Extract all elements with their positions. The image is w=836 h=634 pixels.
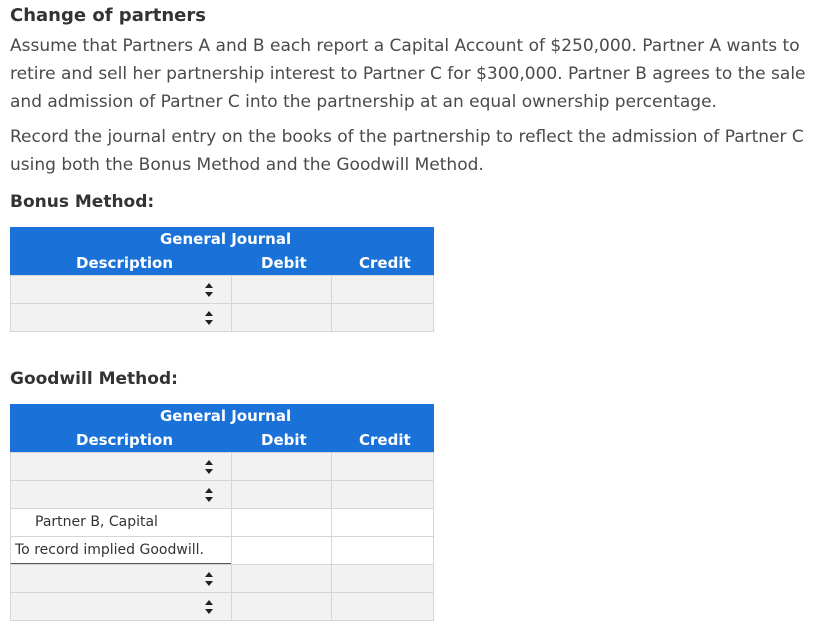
description-select[interactable]: [10, 564, 232, 593]
credit-input[interactable]: [331, 592, 434, 621]
empty-cell: [231, 536, 332, 565]
debit-input[interactable]: [231, 275, 332, 304]
journal-caption: General Journal: [160, 230, 292, 248]
credit-input[interactable]: [331, 508, 434, 537]
journal-row: [10, 276, 434, 304]
journal-row: [10, 453, 434, 481]
description-select[interactable]: [10, 303, 232, 332]
journal-memo-label: To record implied Goodwill.: [15, 542, 204, 558]
credit-input[interactable]: [331, 564, 434, 593]
journal-row: [10, 509, 434, 537]
problem-title: Change of partners: [10, 5, 206, 26]
journal-row: [10, 565, 434, 593]
description-select[interactable]: [10, 592, 232, 621]
description-select[interactable]: [10, 275, 232, 304]
journal-header: [10, 404, 434, 452]
bonus-journal-table: [10, 227, 434, 332]
up-down-arrow-icon: [205, 311, 213, 325]
credit-input[interactable]: [331, 480, 434, 509]
debit-input[interactable]: [231, 480, 332, 509]
up-down-arrow-icon: [205, 488, 213, 502]
description-column-header: Description: [76, 254, 174, 272]
fixed-description-cell: [10, 536, 232, 565]
description-column-header: Description: [76, 431, 174, 449]
journal-row: [10, 593, 434, 621]
up-down-arrow-icon: [205, 600, 213, 614]
credit-input[interactable]: [331, 275, 434, 304]
problem-paragraph-1: Assume that Partners A and B each report a Capital Account of $250,000. Partner A wants to retire and sell her partnership interest to Partner C for $300,000. Partner B agrees to the sale and admission of Partner C into the partnership at an equal ownership percentage.: [10, 36, 806, 112]
debit-input[interactable]: [231, 592, 332, 621]
debit-input[interactable]: [231, 564, 332, 593]
debit-column-header: Debit: [261, 431, 307, 449]
empty-cell: [331, 536, 434, 565]
bonus-method-heading: Bonus Method:: [10, 192, 155, 212]
journal-row: [10, 481, 434, 509]
debit-input[interactable]: [231, 452, 332, 481]
journal-caption: General Journal: [160, 407, 292, 425]
partner-b-capital-label: Partner B, Capital: [35, 514, 158, 530]
debit-input[interactable]: [231, 303, 332, 332]
credit-input[interactable]: [331, 303, 434, 332]
fixed-description-cell: [10, 508, 232, 537]
credit-column-header: Credit: [359, 254, 411, 272]
journal-row: [10, 304, 434, 332]
debit-column-header: Debit: [261, 254, 307, 272]
goodwill-method-heading: Goodwill Method:: [10, 369, 178, 389]
problem-paragraph-2: Record the journal entry on the books of the partnership to reflect the admission of Partner C using both the Bonus Method and the Goodwill Method.: [10, 127, 804, 175]
description-select[interactable]: [10, 452, 232, 481]
credit-column-header: Credit: [359, 431, 411, 449]
debit-input[interactable]: [231, 508, 332, 537]
journal-header: [10, 227, 434, 275]
up-down-arrow-icon: [205, 572, 213, 586]
up-down-arrow-icon: [205, 283, 213, 297]
journal-row: [10, 537, 434, 565]
up-down-arrow-icon: [205, 460, 213, 474]
description-select[interactable]: [10, 480, 232, 509]
credit-input[interactable]: [331, 452, 434, 481]
goodwill-journal-table: [10, 404, 434, 621]
